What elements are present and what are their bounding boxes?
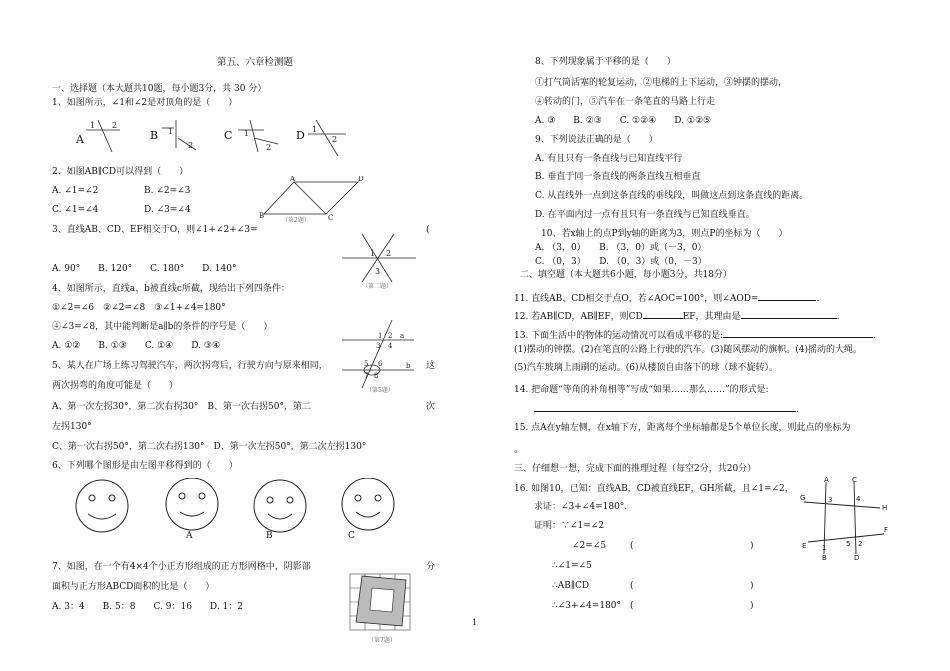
proof-reason-1-close: )	[750, 541, 754, 551]
q14-stem: 14. 把命题“等角的补角相等”写成“如果……那么……”的形式是:	[514, 385, 769, 395]
q13-text: 13. 下面生活中的物体的运动情况可以看成平移的是:	[514, 331, 724, 341]
q2-option-b: B. ∠2=∠3	[144, 186, 191, 196]
section-3-heading: 三、仔细想一想，完成下面的推理过程（每空2分，共20分）	[514, 464, 757, 474]
q5-option-ab: A、第一次左拐30°，第二次右拐30° B、第一次右拐50°，第二	[52, 402, 311, 412]
fig-label-h: H	[882, 504, 888, 512]
fig-label-c: C	[852, 476, 857, 484]
proof-reason-3-close: )	[750, 601, 754, 611]
q2-option-a: A. ∠1=∠2	[52, 186, 99, 196]
q12-answer-blank-1[interactable]	[643, 309, 683, 319]
q5-line-1: 5、某人在广场上练习驾驶汽车，两次拐弯后，行驶方向与原来相同，	[52, 361, 328, 371]
svg-text:b: b	[406, 362, 411, 370]
fig-label-e: E	[802, 542, 807, 550]
q4-figure-caption: （第5题）	[366, 387, 394, 394]
q12-text-mid: EF，其理由是	[682, 312, 741, 322]
svg-text:a: a	[400, 332, 405, 340]
q4-options: A. ①② B. ①③ C. ①④ D. ③④	[52, 341, 221, 351]
svg-text:A: A	[290, 176, 296, 183]
svg-text:B: B	[259, 212, 265, 220]
svg-text:3: 3	[376, 342, 381, 350]
q3-figure-caption: （第二题）	[362, 283, 393, 290]
svg-text:6: 6	[378, 360, 383, 368]
fig-label-4: 4	[856, 495, 861, 503]
q4-stem: 4、如图所示，直线a、b被直线c所截，现给出下列四条件：	[52, 284, 290, 294]
q13-items-2: (5)汽车玻璃上雨刷的运动。(6)从楼顶自由落下的球（球不旋转）。	[514, 363, 778, 373]
q11-stem: 11. 直线AB、CD相交于点O，若∠AOC=100°，则∠AOD= .	[514, 291, 819, 304]
q16-stem: 16. 如图10，已知：直线AB，CD被直线EF，GH所截，且∠1=∠2，	[514, 484, 794, 494]
q2-figure-caption: （第2题）	[282, 217, 310, 224]
q5-line-2: 两次拐弯的角度可能是（ ）	[52, 381, 179, 391]
q5-option-b-tail: 次	[426, 402, 436, 412]
q11-answer-blank[interactable]	[758, 291, 816, 301]
fig-label-d: D	[854, 554, 860, 560]
q5-option-cd: C、第一次右拐50°，第二次右拐130° D、第一次左拐50°，第二次左拐130°	[52, 442, 367, 452]
q9-option-c: C. 从直线外一点到这条直线的垂线段，叫做这点到这条直线的距离。	[535, 191, 809, 201]
q7-line-1: 7、如图，在一个有4×4个小正方形组成的正方形网格中，阴影部	[52, 562, 311, 572]
proof-line-4: ∴AB∥CD	[552, 581, 590, 591]
svg-text:5: 5	[364, 360, 369, 368]
page-title: 第五、六章检测题	[217, 57, 294, 68]
section-2-heading: 二、填空题（本大题共6小题，每小题3分，共18分）	[520, 270, 732, 280]
proof-reason-1-open: (	[630, 541, 634, 551]
q10-options-ab: A. （3，0） B. （3，0）或（－3，0）	[535, 243, 707, 253]
q6-option-a: A	[186, 531, 193, 541]
proof-reason-2-open: (	[630, 581, 634, 591]
q6-option-c: C	[348, 531, 355, 541]
q2-figure	[258, 176, 366, 228]
fig-label-1: 1	[822, 544, 827, 552]
q7-line-1-tail: 分	[426, 562, 436, 572]
svg-text:2: 2	[266, 143, 272, 152]
q8-line-2: ④转动的门，⑤汽车在一条笔直的马路上行走	[535, 97, 716, 107]
q12-stem: 12. 若AB∥CD，AB∥EF，则CD EF，其理由是 .	[514, 309, 839, 322]
q1-stem: 1、如图所示，∠1和∠2是对顶角的是（ ）	[52, 98, 238, 108]
svg-text:1: 1	[378, 332, 383, 340]
q4-figure	[340, 318, 420, 392]
proof-line-2: ∠2=∠5	[572, 541, 607, 551]
q13-stem: 13. 下面生活中的物体的运动情况可以看成平移的是: .	[514, 328, 876, 341]
svg-text:2: 2	[386, 249, 392, 258]
q1-option-a: A	[76, 133, 84, 146]
fig-label-g: G	[800, 494, 806, 502]
q12-text: 12. 若AB∥CD，AB∥EF，则CD	[514, 312, 643, 322]
q1-option-d: D	[296, 129, 305, 142]
q3-paren: (	[426, 225, 430, 235]
proof-reason-3-open: (	[630, 601, 634, 611]
q13-items-1: (1)摆动的钟摆。(2)在笔直的公路上行驶的汽车。(3)随风摆动的旗帜。(4)摇动的大绳。	[514, 345, 862, 355]
q8-line-1: ①打气筒活塞的轮复运动，②电梯的上下运动，③钟摆的摆动，	[535, 78, 788, 88]
q7-line-2: 面积与正方形ABCD面积的比是（ ）	[52, 582, 215, 592]
page-number: 1	[472, 618, 478, 627]
q8-options: A. ③ B. ②③ C. ①②④ D. ①②⑤	[535, 116, 712, 126]
q2-option-d: D. ∠3=∠4	[144, 205, 191, 215]
svg-text:2: 2	[388, 332, 393, 340]
q9-stem: 9、下列说法正确的是（ ）	[535, 135, 658, 145]
q9-option-d: D. 在平面内过一点有且只有一条直线与已知直线垂直。	[535, 210, 755, 220]
fig-label-2: 2	[858, 540, 863, 548]
q14-answer-blank[interactable]	[534, 402, 796, 412]
q2-stem: 2、如图AB∥CD可以得到（ ）	[52, 167, 189, 177]
q7-options: A. 3：4 B. 5：8 C. 9：16 D. 1：2	[52, 602, 243, 612]
svg-text:1: 1	[90, 121, 96, 130]
svg-text:1: 1	[244, 129, 250, 138]
proof-line-5: ∴∠3+∠4=180°	[552, 601, 622, 611]
q4-conditions-2: ④∠3=∠8，其中能判断是a∥b的条件的序号是（ ）	[52, 322, 273, 332]
q7-grid-figure	[342, 570, 416, 636]
q10-stem: 10、若x轴上的点P到y轴的距离为3，则点P的坐标为（ ）	[541, 229, 788, 239]
q6-faces	[64, 478, 404, 538]
q3-stem: 3、直线AB、CD、EF相交于O，则∠1+∠2+∠3=	[52, 225, 258, 235]
svg-text:2: 2	[188, 141, 194, 150]
svg-text:7: 7	[364, 372, 369, 380]
q6-option-b: B	[266, 531, 273, 541]
fig-label-f: F	[884, 526, 889, 534]
q8-stem: 8、下列现象属于平移的是（ ）	[535, 57, 676, 67]
q13-answer-blank[interactable]	[723, 328, 873, 338]
q7-figure-caption: （第7题）	[368, 637, 396, 644]
fig-label-b: B	[822, 554, 827, 560]
svg-text:C: C	[328, 214, 334, 222]
proof-reason-2-close: )	[750, 581, 754, 591]
q2-option-c: C. ∠1=∠4	[52, 205, 99, 215]
q4-conditions-1: ①∠2=∠6 ②∠2=∠8 ③∠1+∠4=180°	[52, 303, 226, 313]
q5-line-1-tail: 这	[426, 361, 436, 371]
q1-figures	[68, 116, 358, 158]
q5-line-4: 左拐130°	[52, 422, 92, 432]
q16-requirement: 求证：∠3+∠4=180°．	[534, 502, 634, 512]
q14-answer-line[interactable]: .	[534, 402, 799, 415]
q3-options: A. 90° B. 120° C. 180° D. 140°	[52, 264, 237, 274]
q12-answer-blank-2[interactable]	[741, 309, 837, 319]
svg-text:D: D	[358, 176, 364, 183]
fig-label-3: 3	[828, 496, 833, 504]
q9-option-a: A. 有且只有一条直线与已知直线平行	[535, 154, 683, 164]
q15-end: 。	[514, 445, 524, 455]
q9-option-b: B. 垂直于同一条直线的两条直线互相垂直	[535, 172, 701, 182]
svg-text:2: 2	[332, 135, 338, 144]
q16-figure	[800, 476, 892, 560]
q10-options-cd: C. （0，3） D. （0，3）或（0，－3）	[535, 257, 707, 267]
svg-text:3: 3	[375, 267, 381, 276]
proof-line-1: 证明：∵∠1=∠2	[534, 521, 605, 531]
proof-line-3: ∴∠1=∠5	[552, 561, 592, 571]
q1-option-b: B	[150, 129, 159, 142]
svg-text:1: 1	[168, 127, 174, 136]
svg-text:2: 2	[112, 121, 118, 130]
fig-label-5: 5	[846, 540, 851, 548]
q1-option-c: C	[224, 129, 233, 142]
q15-stem: 15. 点A在y轴左侧，在x轴下方，距离每个坐标轴都是5个单位长度，则此点的坐标为	[514, 423, 851, 433]
svg-text:1: 1	[370, 249, 376, 258]
q6-stem: 6、下列哪个图形是由左图平移得到的（ ）	[52, 461, 238, 471]
section-1-heading: 一、选择题（本大题共10题，每小题3分，共 30 分）	[52, 84, 267, 94]
fig-label-a: A	[824, 476, 829, 484]
svg-text:8: 8	[374, 372, 379, 380]
svg-text:4: 4	[388, 342, 393, 350]
q11-text: 11. 直线AB、CD相交于点O，若∠AOC=100°，则∠AOD=	[514, 294, 759, 304]
svg-text:1: 1	[312, 125, 318, 134]
